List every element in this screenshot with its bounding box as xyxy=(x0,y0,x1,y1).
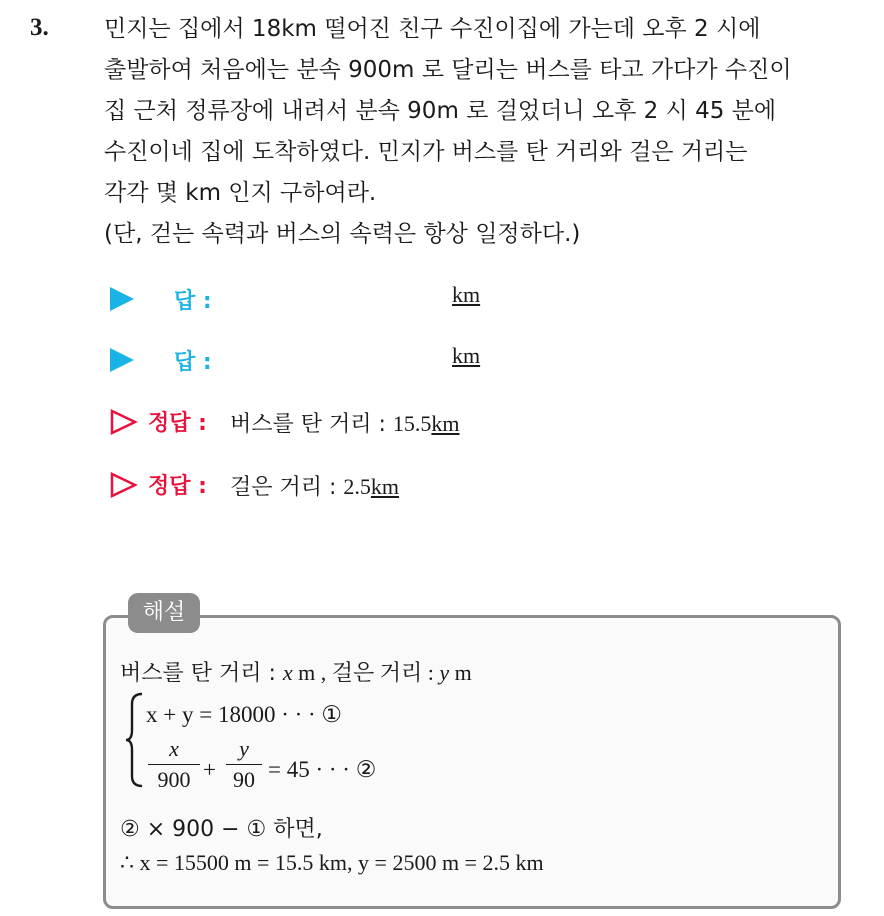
correct-answer-unit: km xyxy=(431,411,460,436)
solution-tab: 해설 xyxy=(128,593,200,633)
outline-triangle-icon xyxy=(110,472,138,498)
plus-sign: + xyxy=(203,757,216,782)
fraction-y-90 xyxy=(226,736,262,793)
correct-answer-value: 2.5 xyxy=(343,474,371,499)
correct-answer-row-1 xyxy=(110,406,530,440)
question-number: 3. xyxy=(30,14,49,41)
play-triangle-icon xyxy=(110,287,134,311)
equation-1: x + y = 18000 · · · ① xyxy=(146,702,343,727)
solution-text: m xyxy=(449,660,472,685)
fraction-x-900 xyxy=(148,736,200,793)
question-line-4: 수진이네 집에 도착하였다. 민지가 버스를 탄 거리와 걸은 거리는 xyxy=(104,139,748,165)
answer-label: 답 : xyxy=(174,289,212,314)
answer-input-1[interactable]: km xyxy=(452,282,481,307)
correct-label: 정답 : xyxy=(148,411,207,436)
system-brace-icon xyxy=(124,690,146,790)
correct-answer-desc: 걸은 거리 : xyxy=(230,475,344,500)
correct-answer-text xyxy=(230,407,460,438)
solution-result-line: ∴ x = 15500 m = 15.5 km, y = 2500 m = 2.5 km xyxy=(120,850,544,875)
fraction-numerator: y xyxy=(239,736,249,761)
correct-label: 정답 : xyxy=(148,474,207,499)
fraction-numerator: x xyxy=(169,736,179,761)
question-line-2: 출발하여 처음에는 분속 900m 로 달리는 버스를 타고 가다가 수진이 xyxy=(104,57,792,83)
fraction-denominator: 90 xyxy=(233,767,255,792)
answer-label: 답 : xyxy=(174,350,212,375)
play-triangle-icon xyxy=(110,348,134,372)
question-line-5: 각각 몇 km 인지 구하여라. xyxy=(104,180,377,206)
outline-triangle-icon xyxy=(110,409,138,435)
fraction-denominator: 900 xyxy=(157,767,191,792)
equation-2-rest: = 45 · · · ② xyxy=(268,757,377,782)
correct-answer-unit: km xyxy=(370,474,400,499)
question-line-1: 민지는 집에서 18km 떨어진 친구 수진이집에 가는데 오후 2 시에 xyxy=(104,16,761,42)
question-line-6: (단, 걷는 속력과 버스의 속력은 항상 일정하다.) xyxy=(104,221,581,247)
solution-variables-line xyxy=(120,656,472,687)
answer-row-1 xyxy=(110,282,530,316)
correct-answer-value: 15.5 xyxy=(392,411,432,436)
fraction-bar xyxy=(226,764,262,765)
variable-y: y xyxy=(439,660,450,685)
solution-text: m , 걸은 거리 : xyxy=(292,660,440,685)
solution-step-line: ② × 900 − ① 하면, xyxy=(120,817,323,842)
correct-answer-row-2 xyxy=(110,469,530,503)
answer-row-2 xyxy=(110,343,530,377)
solution-text: 버스를 탄 거리 : xyxy=(120,661,283,686)
question-line-3: 집 근처 정류장에 내려서 분속 90m 로 걸었더니 오후 2 시 45 분에 xyxy=(104,98,777,124)
variable-x: x xyxy=(282,660,293,685)
fraction-bar xyxy=(148,764,200,765)
answer-input-2[interactable]: km xyxy=(452,343,481,368)
correct-answer-text xyxy=(230,470,399,501)
correct-answer-desc: 버스를 탄 거리 : xyxy=(230,412,393,437)
